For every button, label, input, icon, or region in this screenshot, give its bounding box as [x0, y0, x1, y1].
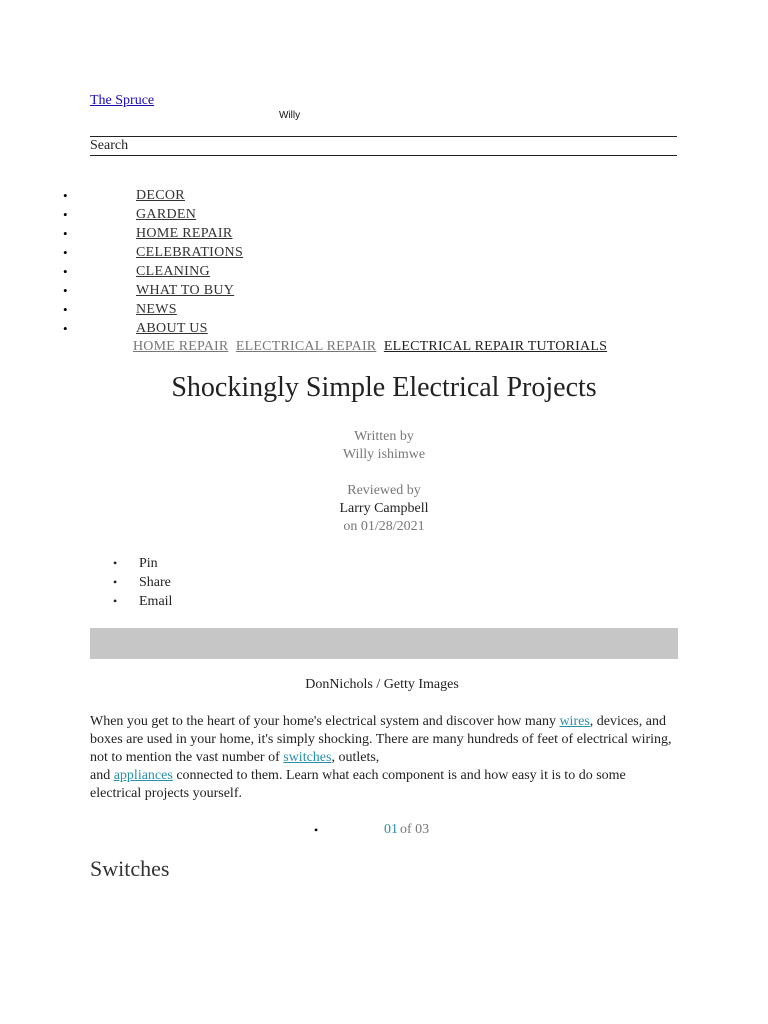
link-wires[interactable]: wires: [559, 714, 590, 729]
breadcrumb: [133, 338, 607, 356]
section-heading: Switches: [90, 856, 170, 881]
reviewed-by-label: Reviewed by: [347, 483, 421, 498]
nav-link-home-repair[interactable]: HOME REPAIR: [136, 226, 233, 241]
breadcrumb-electrical-repair[interactable]: ELECTRICAL REPAIR: [235, 339, 377, 354]
link-switches[interactable]: switches: [283, 750, 332, 765]
bullet: •: [63, 283, 68, 298]
bullet: •: [314, 823, 319, 837]
bullet: •: [63, 264, 68, 279]
search-label: Search: [90, 138, 129, 153]
bullet: •: [63, 188, 68, 203]
site-logo-link[interactable]: The Spruce: [90, 93, 155, 108]
intro-text-3: , outlets,: [331, 750, 380, 765]
nav-item-celebrations: [0, 243, 400, 262]
nav-item-news: [0, 300, 400, 319]
nav-link-celebrations[interactable]: CELEBRATIONS: [136, 245, 244, 260]
nav-link-cleaning[interactable]: CLEANING: [136, 264, 210, 279]
nav-item-cleaning: [0, 262, 400, 281]
bullet: •: [63, 302, 68, 317]
share-email-label: Email: [139, 594, 173, 609]
intro-text-4: and: [90, 768, 114, 783]
intro-text-2: , devices, and boxes are used in your home, it's simply shocking. There are many hundreds of feet of electrical wiring, not to mention the vast number of: [90, 714, 672, 765]
breadcrumb-home-repair[interactable]: HOME REPAIR: [133, 339, 229, 354]
bullet: •: [113, 575, 118, 589]
nav-link-decor[interactable]: DECOR: [136, 188, 185, 203]
pager-total: of 03: [400, 822, 430, 837]
nav-link-what-to-buy[interactable]: WHAT TO BUY: [136, 283, 235, 298]
review-date: on 01/28/2021: [343, 519, 425, 534]
reviewer-name[interactable]: Larry Campbell: [339, 501, 429, 516]
author-name[interactable]: Willy ishimwe: [342, 447, 426, 462]
bullet: •: [63, 245, 68, 260]
bullet: •: [63, 226, 68, 241]
link-appliances[interactable]: appliances: [113, 768, 173, 783]
nav-item-decor: [0, 186, 400, 205]
share-share-label: Share: [139, 575, 171, 590]
intro-paragraph: [90, 713, 680, 803]
image-caption: DonNichols / Getty Images: [305, 677, 459, 692]
breadcrumb-electrical-repair-tutorials[interactable]: ELECTRICAL REPAIR TUTORIALS: [383, 339, 608, 354]
nav-item-garden: [0, 205, 400, 224]
bullet: •: [63, 207, 68, 222]
nav-link-news[interactable]: NEWS: [136, 302, 177, 317]
intro-text-5: connected to them. Learn what each component is and how easy it is to do some electrical projects yourself.: [90, 768, 626, 801]
search-bar[interactable]: [90, 136, 677, 156]
page-title: Shockingly Simple Electrical Projects: [171, 372, 597, 403]
nav-item-about-us: [0, 319, 400, 338]
bullet: •: [113, 594, 118, 608]
share-pin-label: Pin: [139, 556, 158, 571]
bullet: •: [63, 321, 68, 336]
pager-current: 01: [384, 822, 398, 837]
user-name: Willy: [279, 110, 301, 121]
bullet: •: [113, 556, 118, 570]
nav-item-what-to-buy: [0, 281, 400, 300]
nav-item-home-repair: [0, 224, 400, 243]
nav-link-garden[interactable]: GARDEN: [136, 207, 197, 222]
hero-image-placeholder: [90, 628, 678, 659]
nav-link-about-us[interactable]: ABOUT US: [136, 321, 208, 336]
intro-text-1: When you get to the heart of your home's electrical system and discover how many: [90, 714, 560, 729]
written-by-label: Written by: [354, 429, 414, 444]
